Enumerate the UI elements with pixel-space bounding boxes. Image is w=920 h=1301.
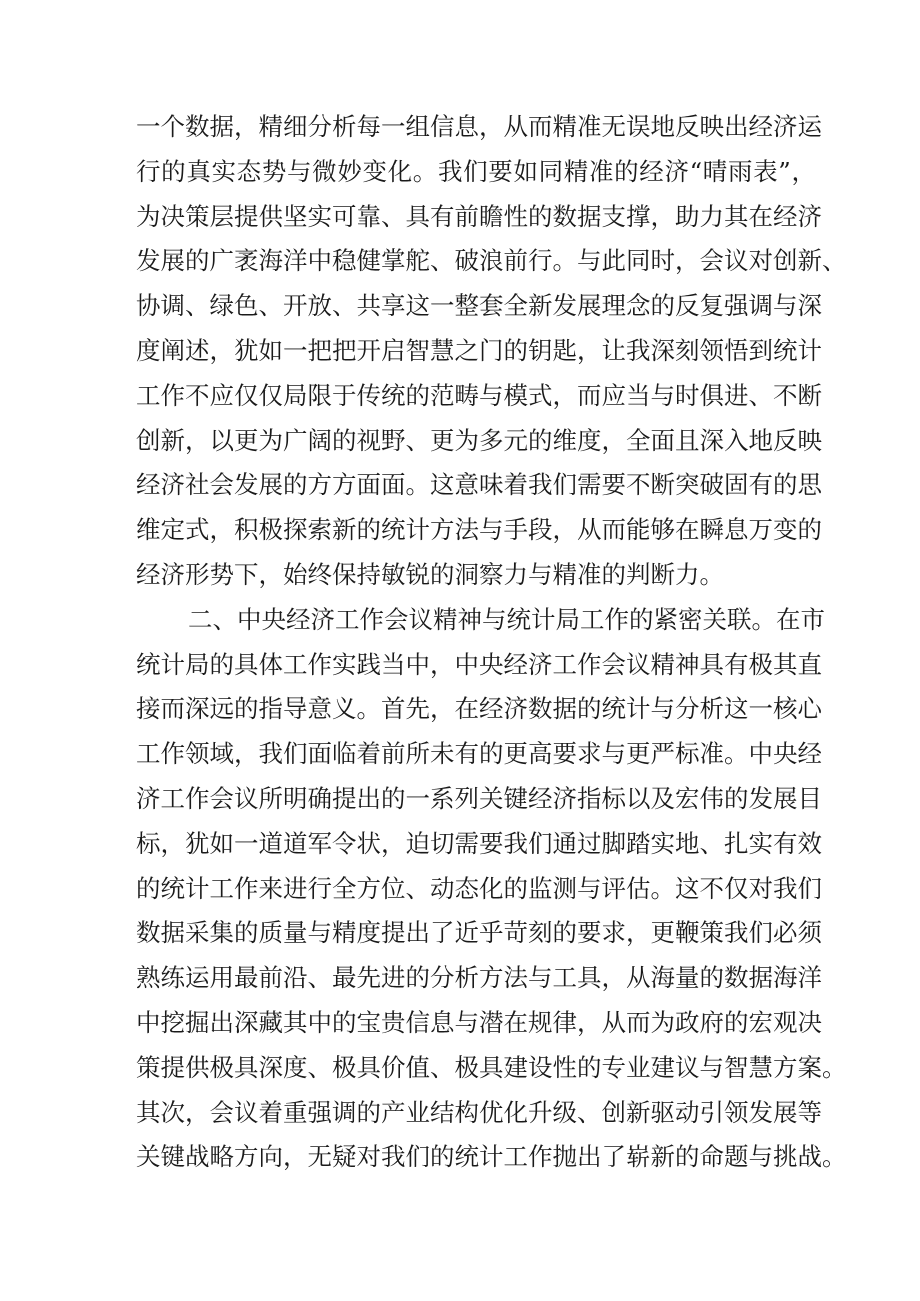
text-line: 发展的广袤海洋中稳健掌舵、破浪前行。与此同时，会议对创新、	[136, 246, 847, 276]
text-line: 协调、绿色、开放、共享这一整套全新发展理念的反复强调与深	[136, 291, 822, 321]
text-line: 一个数据，精细分析每一组信息，从而精准无误地反映出经济运	[136, 112, 822, 141]
text-line: 经济社会发展的方方面面。这意味着我们需要不断突破固有的思	[136, 470, 822, 500]
text-line: 工作不应仅仅局限于传统的范畴与模式，而应当与时俱进、不断	[136, 380, 822, 410]
text-line: 统计局的具体工作实践当中，中央经济工作会议精神具有极其直	[136, 649, 822, 679]
text-line: 工作领域，我们面临着前所未有的更高要求与更严标准。中央经	[136, 739, 822, 769]
text-line: 行的真实态势与微妙变化。我们要如同精准的经济“晴雨表”，	[136, 156, 816, 186]
text-line: 接而深远的指导意义。首先，在经济数据的统计与分析这一核心	[136, 694, 822, 724]
text-line: 标，犹如一道道军令状，迫切需要我们通过脚踏实地、扎实有效	[136, 828, 822, 858]
text-line: 度阐述，犹如一把把开启智慧之门的钥匙，让我深刻领悟到统计	[136, 335, 822, 365]
text-line: 策提供极具深度、极具价值、极具建设性的专业建议与智慧方案。	[136, 1052, 847, 1082]
text-line: 的统计工作来进行全方位、动态化的监测与评估。这不仅对我们	[136, 873, 822, 903]
section-heading-line: 二、中央经济工作会议精神与统计局工作的紧密关联。在市	[188, 604, 825, 634]
text-line: 经济形势下，始终保持敏锐的洞察力与精准的判断力。	[136, 559, 724, 589]
text-line: 熟练运用最前沿、最先进的分析方法与工具，从海量的数据海洋	[136, 963, 822, 993]
text-line: 中挖掘出深藏其中的宝贵信息与潜在规律，从而为政府的宏观决	[136, 1007, 822, 1037]
text-line: 为决策层提供坚实可靠、具有前瞻性的数据支撑，助力其在经济	[136, 201, 822, 231]
body-text	[136, 105, 847, 1180]
text-line: 关键战略方向，无疑对我们的统计工作抛出了崭新的命题与挑战。	[136, 1142, 847, 1172]
text-line: 其次，会议着重强调的产业结构优化升级、创新驱动引领发展等	[136, 1097, 822, 1127]
text-line: 济工作会议所明确提出的一系列关键经济指标以及宏伟的发展目	[136, 783, 822, 813]
text-line: 创新，以更为广阔的视野、更为多元的维度，全面且深入地反映	[136, 425, 822, 455]
text-line: 维定式，积极探索新的统计方法与手段，从而能够在瞬息万变的	[136, 515, 822, 545]
text-line: 数据采集的质量与精度提出了近乎苛刻的要求，更鞭策我们必须	[136, 918, 822, 948]
